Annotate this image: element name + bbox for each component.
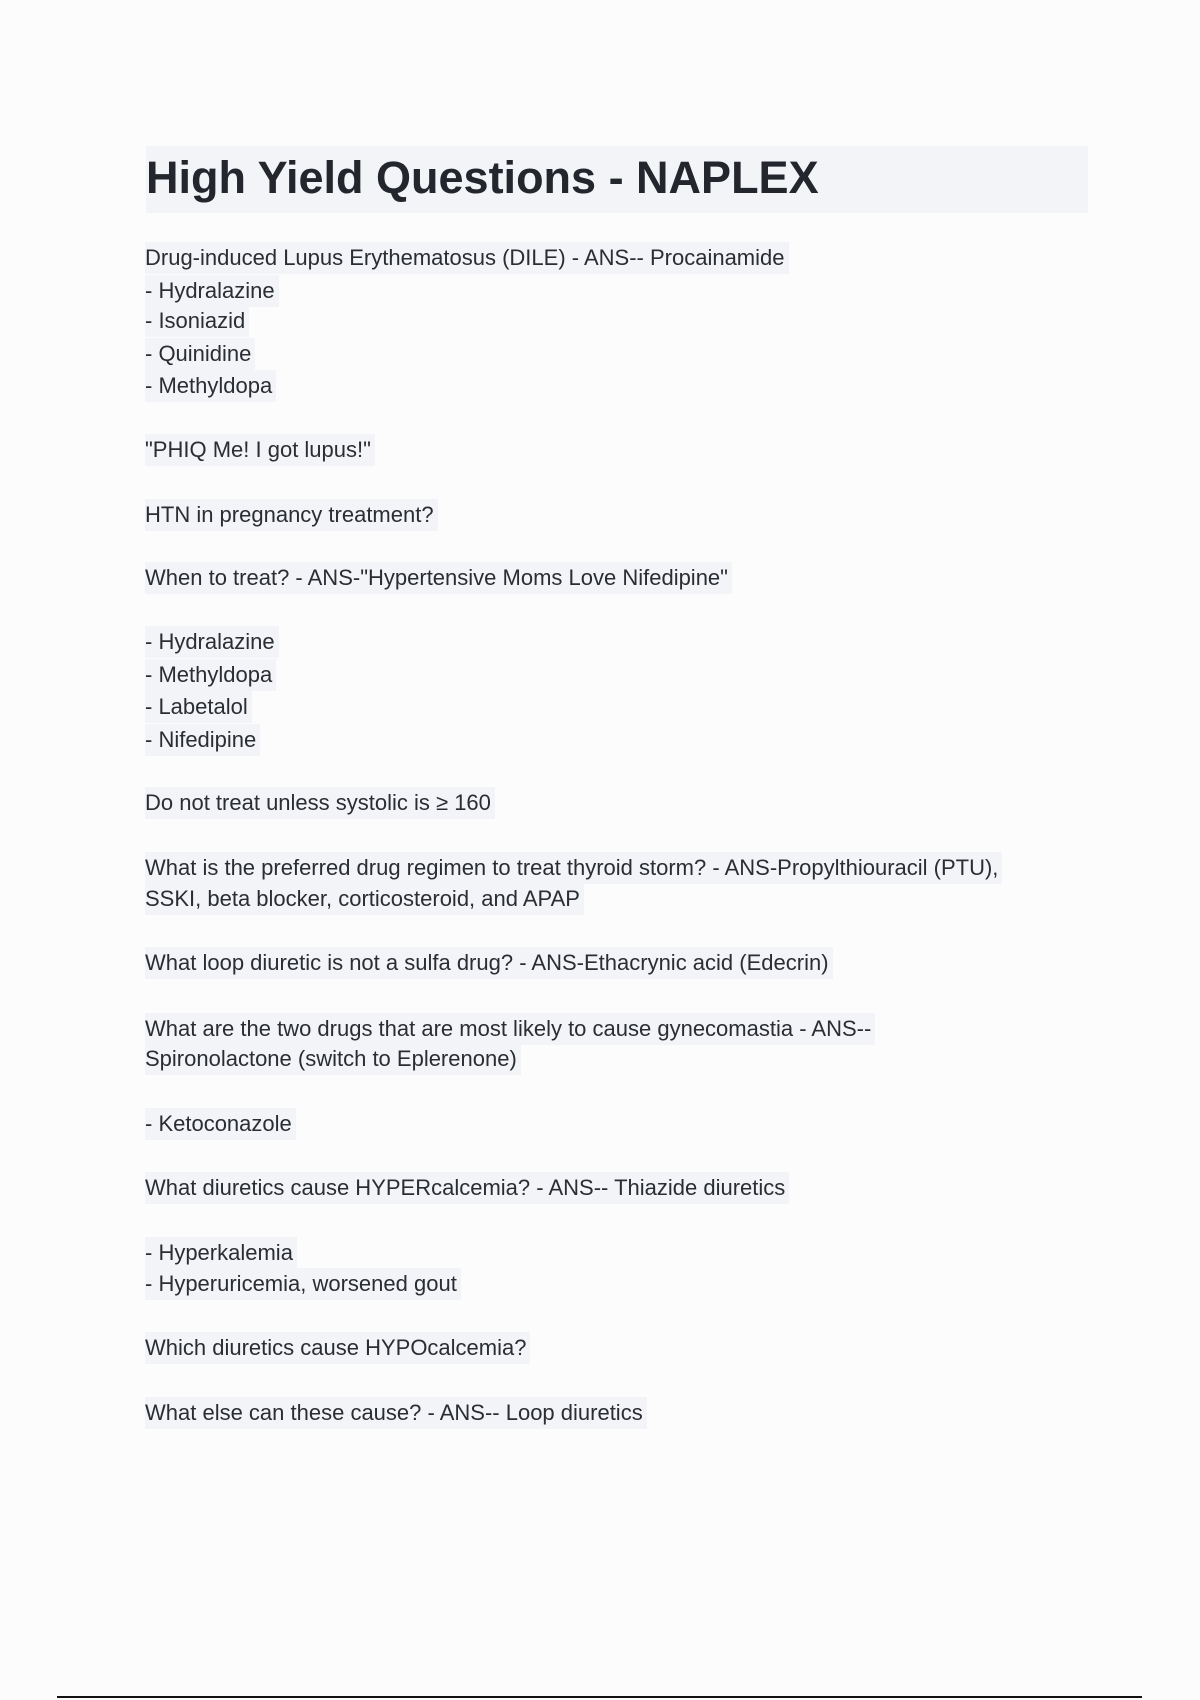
text-line: Drug-induced Lupus Erythematosus (DILE) - ANS-- Procainamide: [145, 242, 789, 274]
text-line: What else can these cause? - ANS-- Loop diuretics: [145, 1397, 647, 1429]
text-line: - Hyperkalemia: [145, 1237, 297, 1269]
text-line: What is the preferred drug regimen to treat thyroid storm? - ANS-Propylthiouracil (PTU),: [145, 852, 1002, 884]
text-line: SSKI, beta blocker, corticosteroid, and APAP: [145, 883, 584, 915]
text-line: - Isoniazid: [145, 305, 249, 337]
text-line: - Hydralazine: [145, 275, 279, 307]
text-line: "PHIQ Me! I got lupus!": [145, 434, 375, 466]
text-line: - Quinidine: [145, 338, 255, 370]
text-line: - Nifedipine: [145, 724, 260, 756]
text-line: Spironolactone (switch to Eplerenone): [145, 1043, 521, 1075]
page-title: High Yield Questions - NAPLEX: [146, 152, 819, 203]
text-line: Which diuretics cause HYPOcalcemia?: [145, 1332, 530, 1364]
text-line: - Hyperuricemia, worsened gout: [145, 1268, 461, 1300]
text-line: Do not treat unless systolic is ≥ 160: [145, 787, 495, 819]
text-line: HTN in pregnancy treatment?: [145, 499, 438, 531]
text-line: - Labetalol: [145, 691, 252, 723]
text-line: - Methyldopa: [145, 659, 276, 691]
text-line: - Hydralazine: [145, 626, 279, 658]
text-line: - Methyldopa: [145, 370, 276, 402]
text-line: What loop diuretic is not a sulfa drug? - ANS-Ethacrynic acid (Edecrin): [145, 947, 833, 979]
text-line: What are the two drugs that are most likely to cause gynecomastia - ANS--: [145, 1013, 875, 1045]
text-line: - Ketoconazole: [145, 1108, 296, 1140]
text-line: What diuretics cause HYPERcalcemia? - ANS-- Thiazide diuretics: [145, 1172, 789, 1204]
text-line: When to treat? - ANS-"Hypertensive Moms Love Nifedipine": [145, 562, 732, 594]
page-bottom-rule: [57, 1696, 1142, 1698]
